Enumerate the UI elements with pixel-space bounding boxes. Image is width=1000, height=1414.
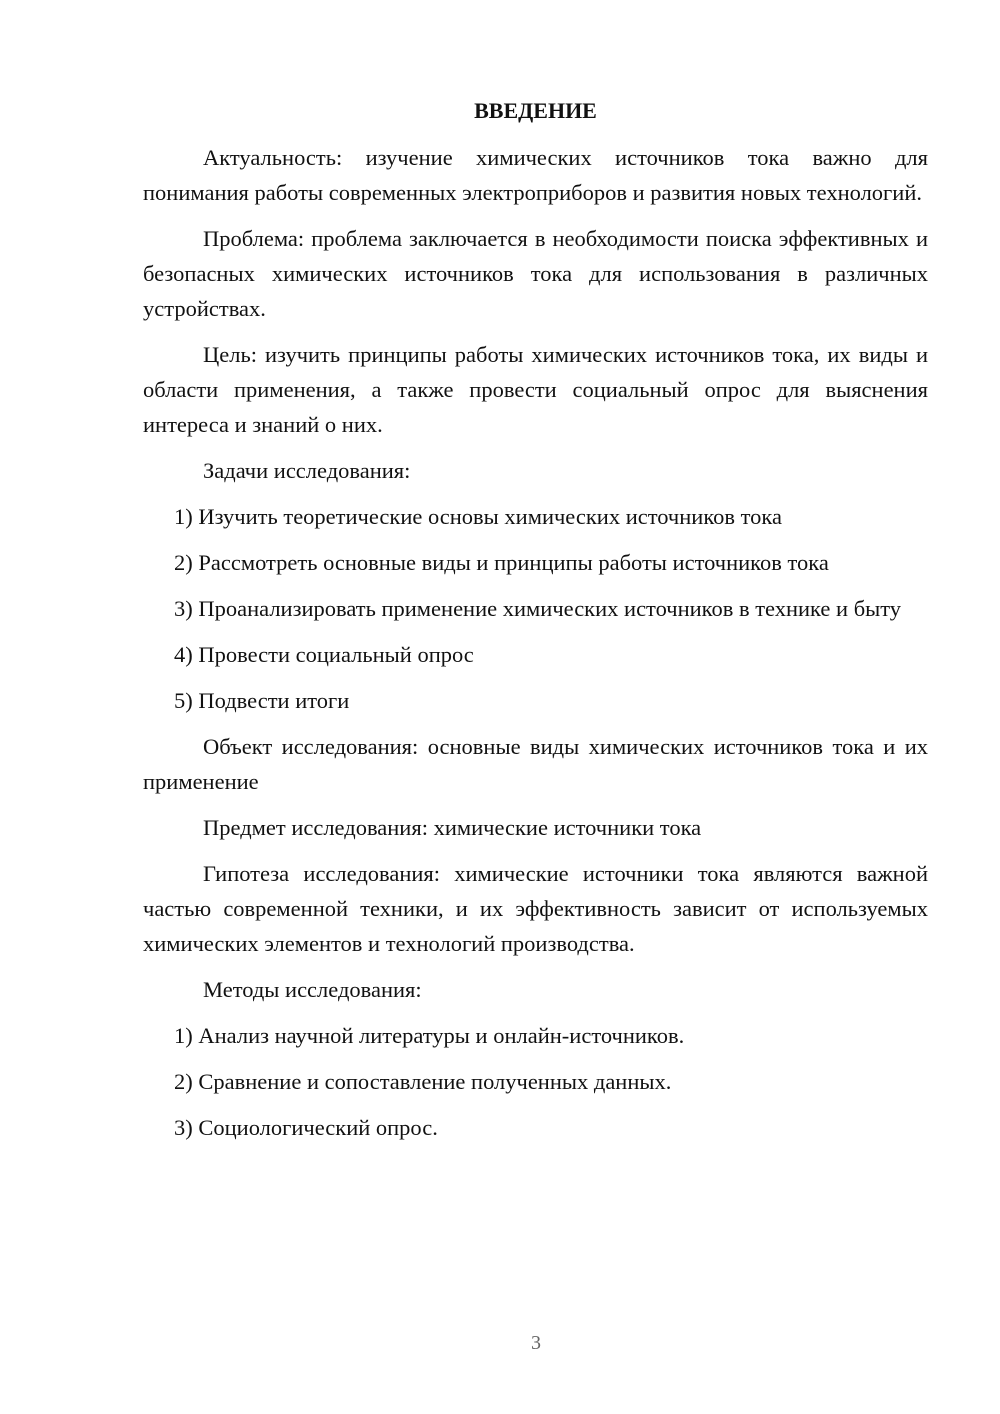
method-item-2: 2) Сравнение и сопоставление полученных данных. [174,1069,672,1094]
page-content [143,94,928,1156]
page-number: 3 [531,1332,541,1354]
problem-paragraph: Проблема: проблема заключается в необходимости поиска эффективных и безопасных химических источников тока для использования в различных устройствах. [143,226,928,321]
method-item-1: 1) Анализ научной литературы и онлайн-источников. [174,1023,685,1048]
tasks-heading: Задачи исследования: [203,458,411,483]
task-item-5: 5) Подвести итоги [174,688,350,713]
object-paragraph: Объект исследования: основные виды химических источников тока и их применение [143,734,928,794]
section-title: ВВЕДЕНИЕ [474,98,597,123]
task-item-1: 1) Изучить теоретические основы химических источников тока [174,504,782,529]
method-item-3: 3) Социологический опрос. [174,1115,438,1140]
goal-paragraph: Цель: изучить принципы работы химических источников тока, их виды и области применения, а также провести социальный опрос для выяснения интереса и знаний о них. [143,342,928,437]
task-item-2: 2) Рассмотреть основные виды и принципы работы источников тока [174,550,829,575]
subject-paragraph: Предмет исследования: химические источники тока [203,815,702,840]
relevance-paragraph: Актуальность: изучение химических источников тока важно для понимания работы современных электроприборов и развития новых технологий. [143,145,928,205]
methods-heading: Методы исследования: [203,977,422,1002]
task-item-3: 3) Проанализировать применение химических источников в технике и быту [174,596,902,621]
task-item-4: 4) Провести социальный опрос [174,642,474,667]
hypothesis-paragraph: Гипотеза исследования: химические источники тока являются важной частью современной техники, и их эффективность зависит от используемых химических элементов и технологий производства. [143,861,928,956]
